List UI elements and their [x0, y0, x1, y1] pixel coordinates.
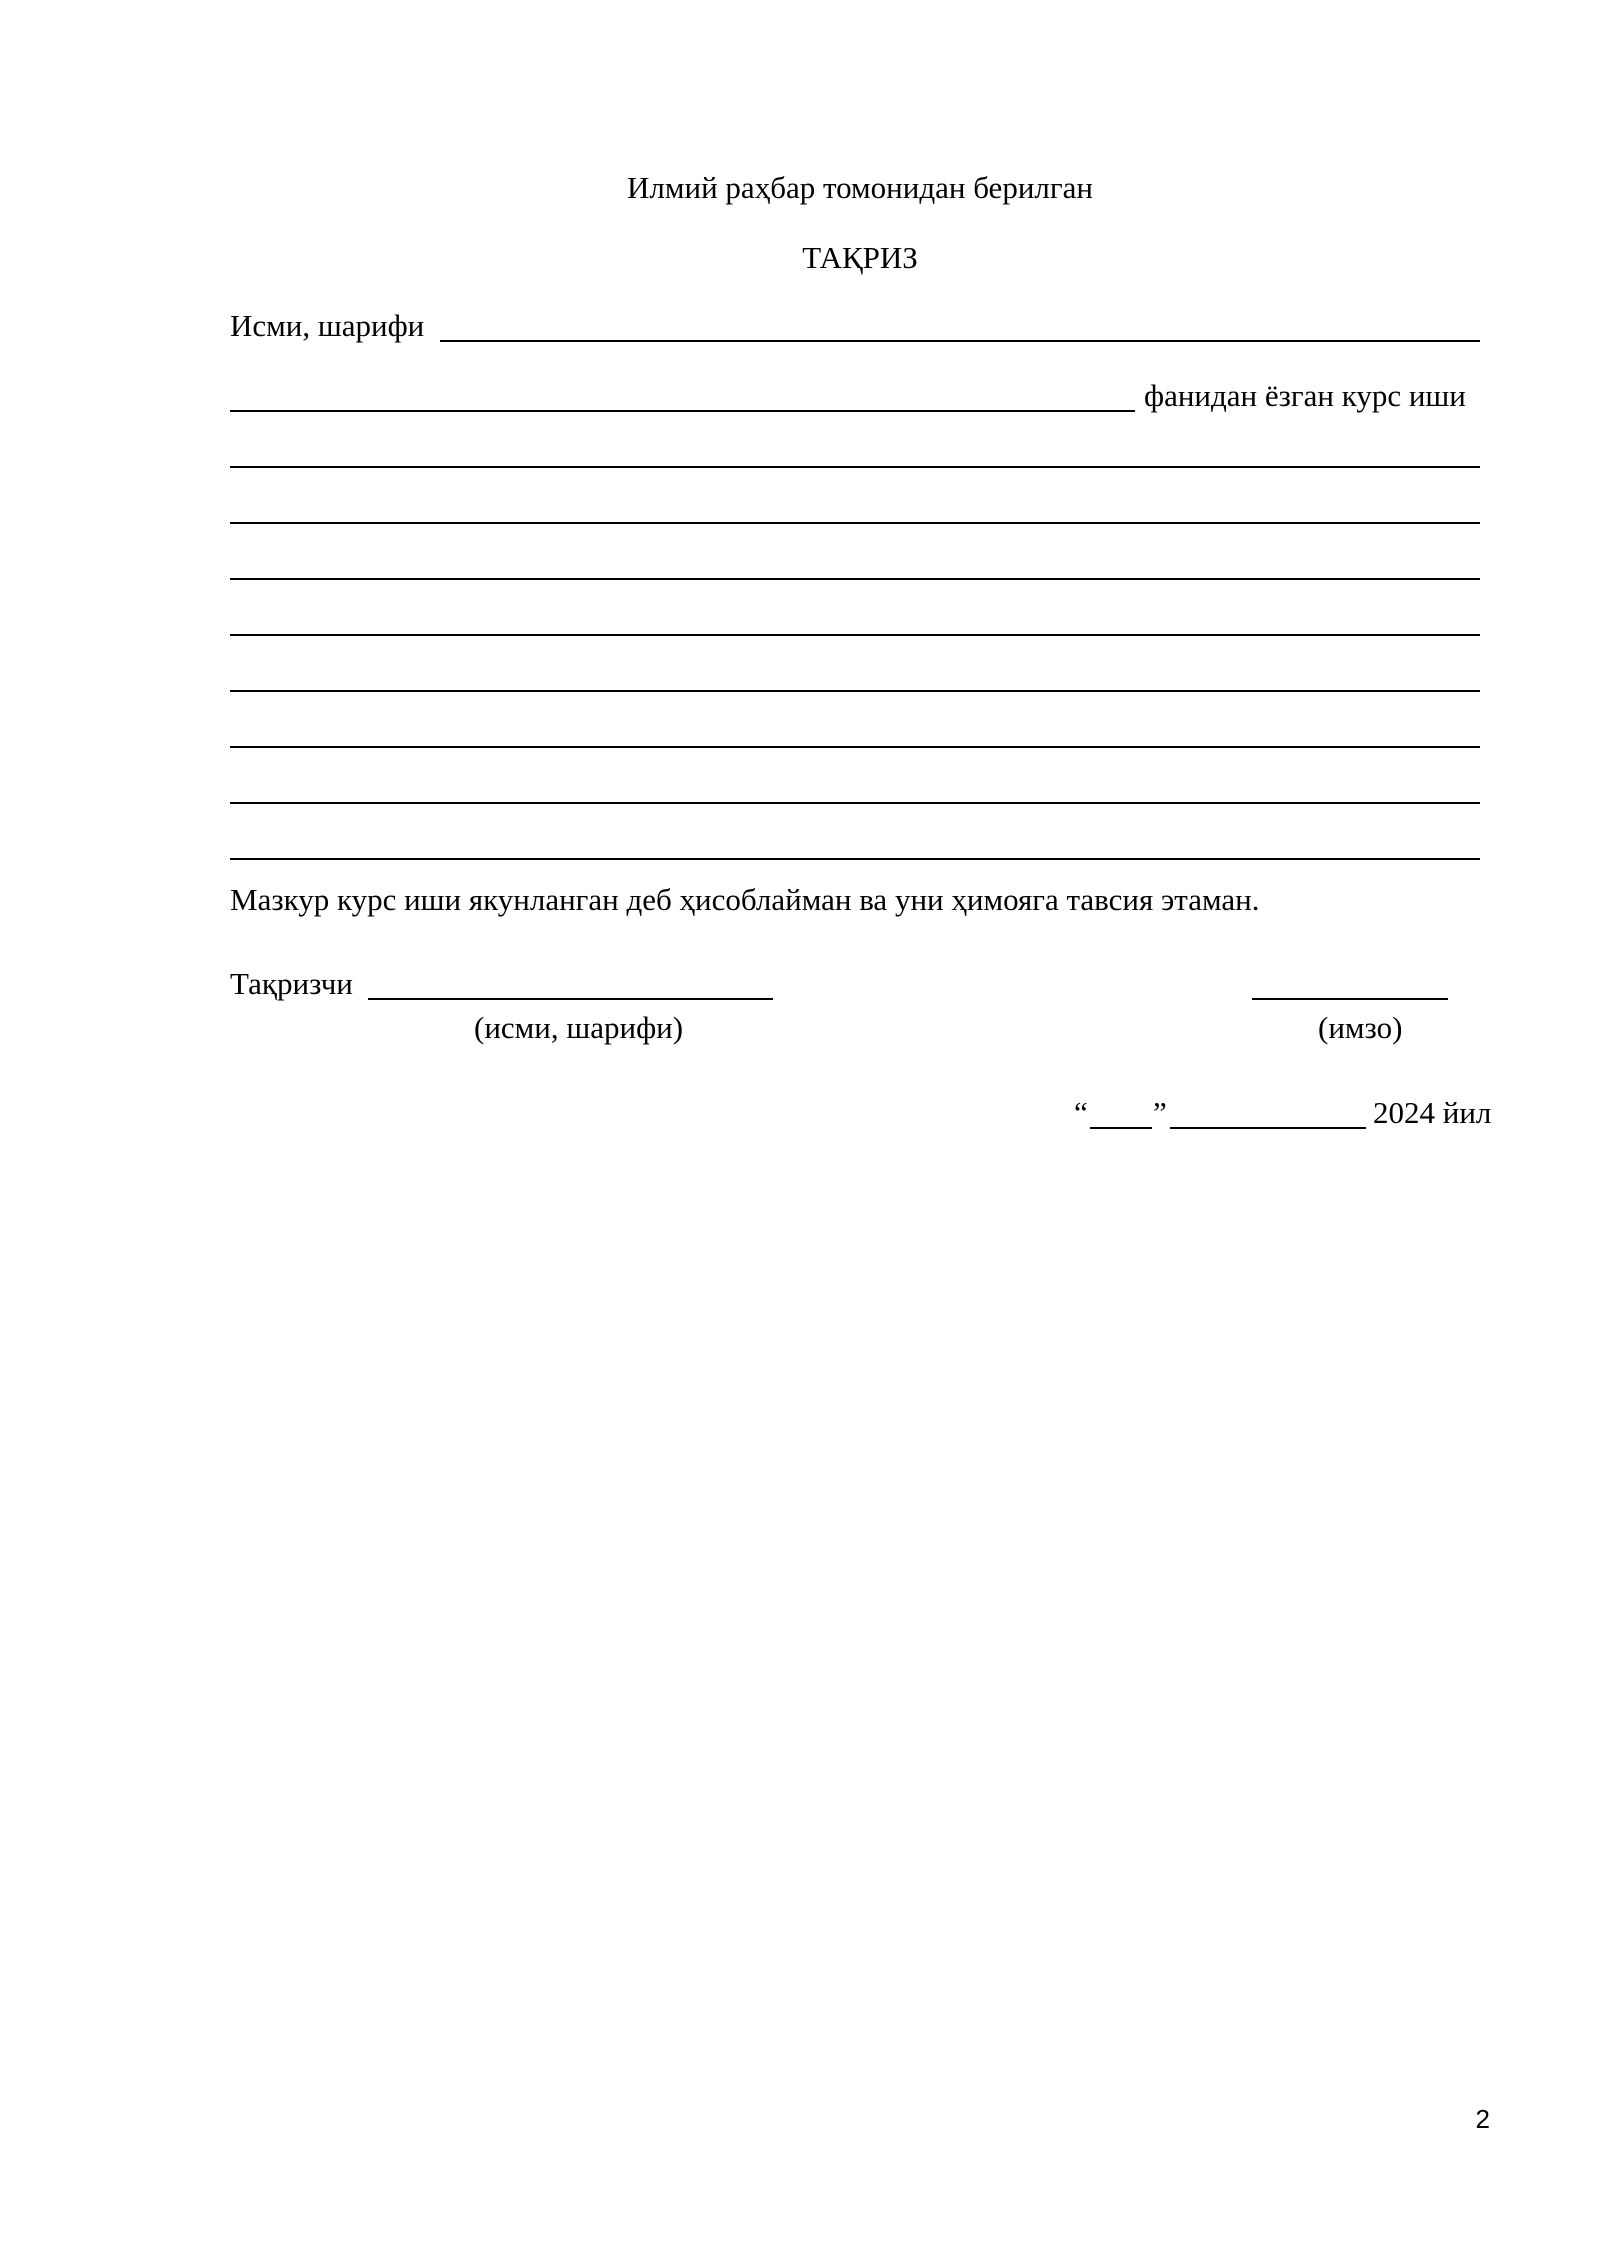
page-number: 2: [1475, 2104, 1490, 2134]
review-blank-line: [230, 466, 1480, 468]
date-open-quote: “: [1074, 1095, 1088, 1130]
name-label: Исми, шарифи: [230, 308, 425, 343]
name-caption: (исми, шарифи): [474, 1010, 684, 1045]
review-blank-line: [230, 522, 1480, 524]
date-year-text: 2024 йил: [1373, 1095, 1492, 1130]
review-blank-line: [230, 578, 1480, 580]
conclusion-text: Мазкур курс иши якунланган деб ҳисоблайман ва уни ҳимояга тавсия этаман.: [230, 882, 1260, 917]
month-blank-line: [1170, 1127, 1366, 1129]
signature-line: [1252, 998, 1448, 1000]
document-subtitle: Илмий раҳбар томонидан берилган: [627, 170, 1093, 205]
subject-suffix: фанидан ёзган курс иши: [1144, 378, 1466, 413]
review-blank-line: [230, 858, 1480, 860]
review-blank-line: [230, 634, 1480, 636]
review-blank-line: [230, 802, 1480, 804]
subject-blank-line: [230, 410, 1135, 412]
reviewer-label: Тақризчи: [230, 966, 353, 1001]
name-blank-line: [440, 340, 1480, 342]
date-close-quote: ”: [1153, 1095, 1167, 1130]
reviewer-name-line: [368, 998, 773, 1000]
day-blank-line: [1090, 1127, 1152, 1129]
review-blank-line: [230, 746, 1480, 748]
signature-caption: (имзо): [1318, 1010, 1403, 1045]
review-blank-line: [230, 690, 1480, 692]
document-title: ТАҚРИЗ: [802, 240, 918, 275]
